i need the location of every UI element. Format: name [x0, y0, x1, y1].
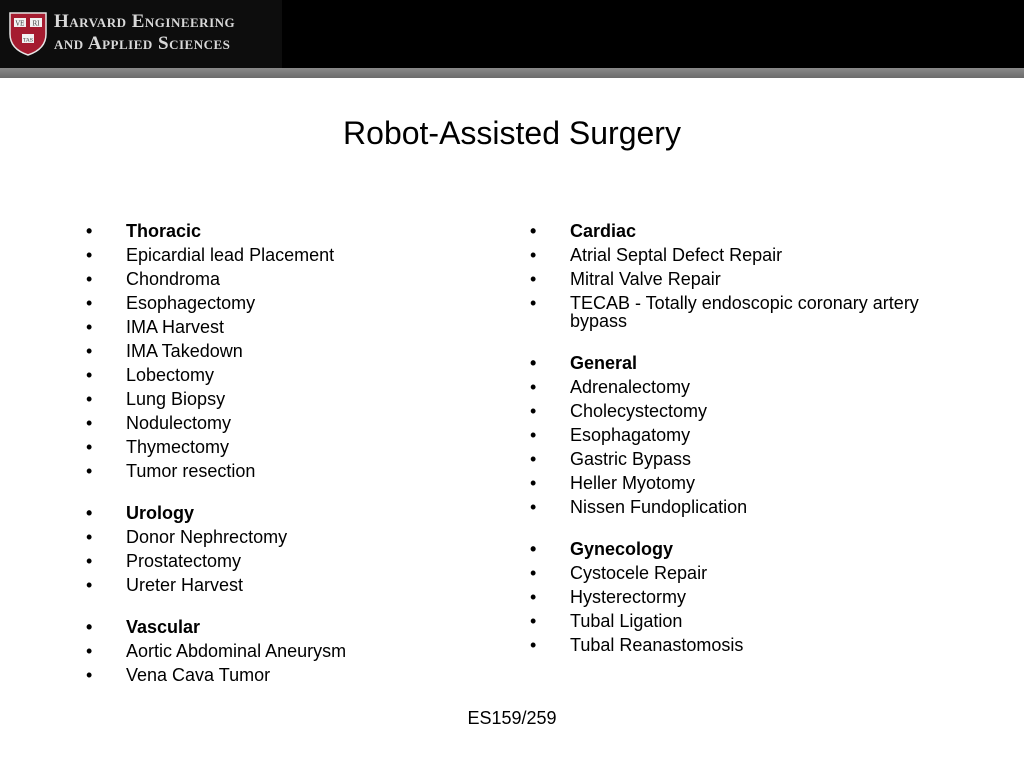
list-item: • TECAB - Totally endoscopic coronary artery bypass	[530, 294, 930, 330]
group-heading: • Gynecology	[530, 540, 930, 558]
group-heading: • Cardiac	[530, 222, 930, 240]
list-item: • Tubal Ligation	[530, 612, 930, 630]
list-item: • Hysterectormy	[530, 588, 930, 606]
procedure-group-gynecology	[530, 540, 930, 654]
procedure-group-thoracic	[86, 222, 506, 480]
list-item: • Esophagatomy	[530, 426, 930, 444]
list-item: • Heller Myotomy	[530, 474, 930, 492]
slide-title: Robot-Assisted Surgery	[343, 115, 681, 151]
group-heading: • Thoracic	[86, 222, 506, 240]
brand-line-1: Harvard Engineering	[54, 11, 236, 32]
list-item: • Ureter Harvest	[86, 576, 506, 594]
list-item: • Esophagectomy	[86, 294, 506, 312]
list-item: • Atrial Septal Defect Repair	[530, 246, 930, 264]
list-item: • Aortic Abdominal Aneurysm	[86, 642, 506, 660]
group-heading: • Urology	[86, 504, 506, 522]
header-divider	[0, 68, 1024, 78]
procedure-group-cardiac	[530, 222, 930, 330]
list-item: • Tumor resection	[86, 462, 506, 480]
slide-footer: ES159/259	[467, 708, 557, 728]
list-item: • Gastric Bypass	[530, 450, 930, 468]
list-item: • IMA Takedown	[86, 342, 506, 360]
list-item: • Prostatectomy	[86, 552, 506, 570]
right-column	[530, 222, 930, 678]
list-item: • Tubal Reanastomosis	[530, 636, 930, 654]
brand-block	[0, 0, 282, 68]
list-item: • Cystocele Repair	[530, 564, 930, 582]
procedure-group-general	[530, 354, 930, 516]
list-item: • Donor Nephrectomy	[86, 528, 506, 546]
list-item: • Cholecystectomy	[530, 402, 930, 420]
header-bar	[0, 0, 1024, 68]
list-item: • Chondroma	[86, 270, 506, 288]
shield-letters-2: RI	[32, 20, 40, 28]
brand-line-2: and Applied Sciences	[54, 33, 231, 54]
group-heading: • Vascular	[86, 618, 506, 636]
list-item: • Nissen Fundoplication	[530, 498, 930, 516]
procedure-group-urology	[86, 504, 506, 594]
shield-letters-1: VE	[15, 20, 25, 28]
list-item: • Lung Biopsy	[86, 390, 506, 408]
list-item: • Vena Cava Tumor	[86, 666, 506, 684]
brand-name	[54, 11, 235, 55]
list-item: • Mitral Valve Repair	[530, 270, 930, 288]
group-heading: • General	[530, 354, 930, 372]
list-item: • Lobectomy	[86, 366, 506, 384]
left-column	[86, 222, 506, 708]
list-item: • IMA Harvest	[86, 318, 506, 336]
list-item: • Thymectomy	[86, 438, 506, 456]
harvard-shield-logo	[9, 12, 47, 56]
list-item: • Epicardial lead Placement	[86, 246, 506, 264]
list-item: • Nodulectomy	[86, 414, 506, 432]
list-item: • Adrenalectomy	[530, 378, 930, 396]
procedure-group-vascular	[86, 618, 506, 684]
shield-letters-3: TAS	[22, 37, 34, 44]
